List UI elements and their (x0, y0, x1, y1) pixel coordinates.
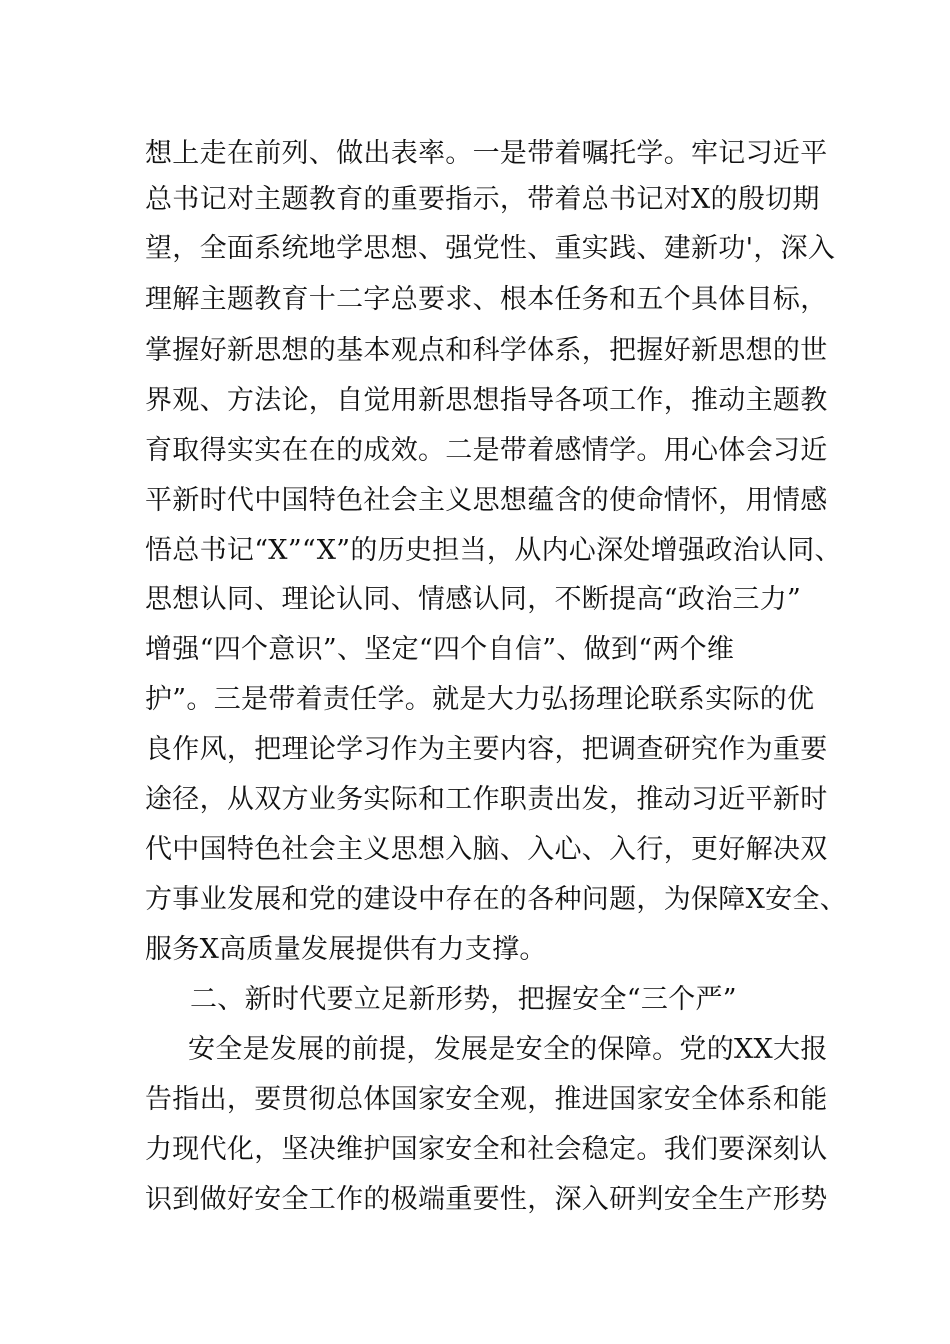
text-line: 悟总书记“X”“X”的历史担当，从内心深处增强政治认同、 (145, 535, 842, 566)
text-line: 识到做好安全工作的极端重要性，深入研判安全生产形势 (145, 1184, 828, 1215)
text-line: 理解主题教育十二字总要求、根本任务和五个具体目标， (145, 284, 828, 315)
section-heading: 二、新时代要立足新形势，把握安全“三个严” (190, 984, 737, 1015)
text-line: 总书记对主题教育的重要指示，带着总书记对X的殷切期 (145, 184, 820, 215)
text-line: 良作风，把理论学习作为主要内容，把调查研究作为重要 (145, 734, 828, 765)
text-line: 服务X高质量发展提供有力支撑。 (145, 934, 547, 965)
text-line: 界观、方法论，自觉用新思想指导各项工作，推动主题教 (145, 385, 828, 416)
text-line: 代中国特色社会主义思想入脑、入心、入行，更好解决双 (145, 834, 828, 865)
text-line: 平新时代中国特色社会主义思想蕴含的使命情怀，用情感 (145, 485, 828, 516)
text-line: 望，全面系统地学思想、强党性、重实践、建新功'，深入 (145, 233, 836, 264)
text-line: 力现代化，坚决维护国家安全和社会稳定。我们要深刻认 (145, 1134, 828, 1165)
text-line: 掌握好新思想的基本观点和科学体系，把握好新思想的世 (145, 335, 828, 366)
text-line: 想上走在前列、做出表率。一是带着嘱托学。牢记习近平 (145, 138, 828, 169)
text-line: 育取得实实在在的成效。二是带着感情学。用心体会习近 (145, 435, 828, 466)
text-line: 安全是发展的前提，发展是安全的保障。党的XX大报 (188, 1034, 828, 1065)
text-line: 告指出，要贯彻总体国家安全观，推进国家安全体系和能 (145, 1084, 828, 1115)
text-line: 途径，从双方业务实际和工作职责出发，推动习近平新时 (145, 784, 828, 815)
text-line: 方事业发展和党的建设中存在的各种问题，为保障X安全、 (145, 884, 848, 915)
text-line: 增强“四个意识”、坚定“四个自信”、做到“两个维 (145, 634, 735, 665)
text-line: 思想认同、理论认同、情感认同，不断提高“政治三力” (145, 584, 802, 615)
text-line: 护”。三是带着责任学。就是大力弘扬理论联系实际的优 (145, 684, 815, 715)
